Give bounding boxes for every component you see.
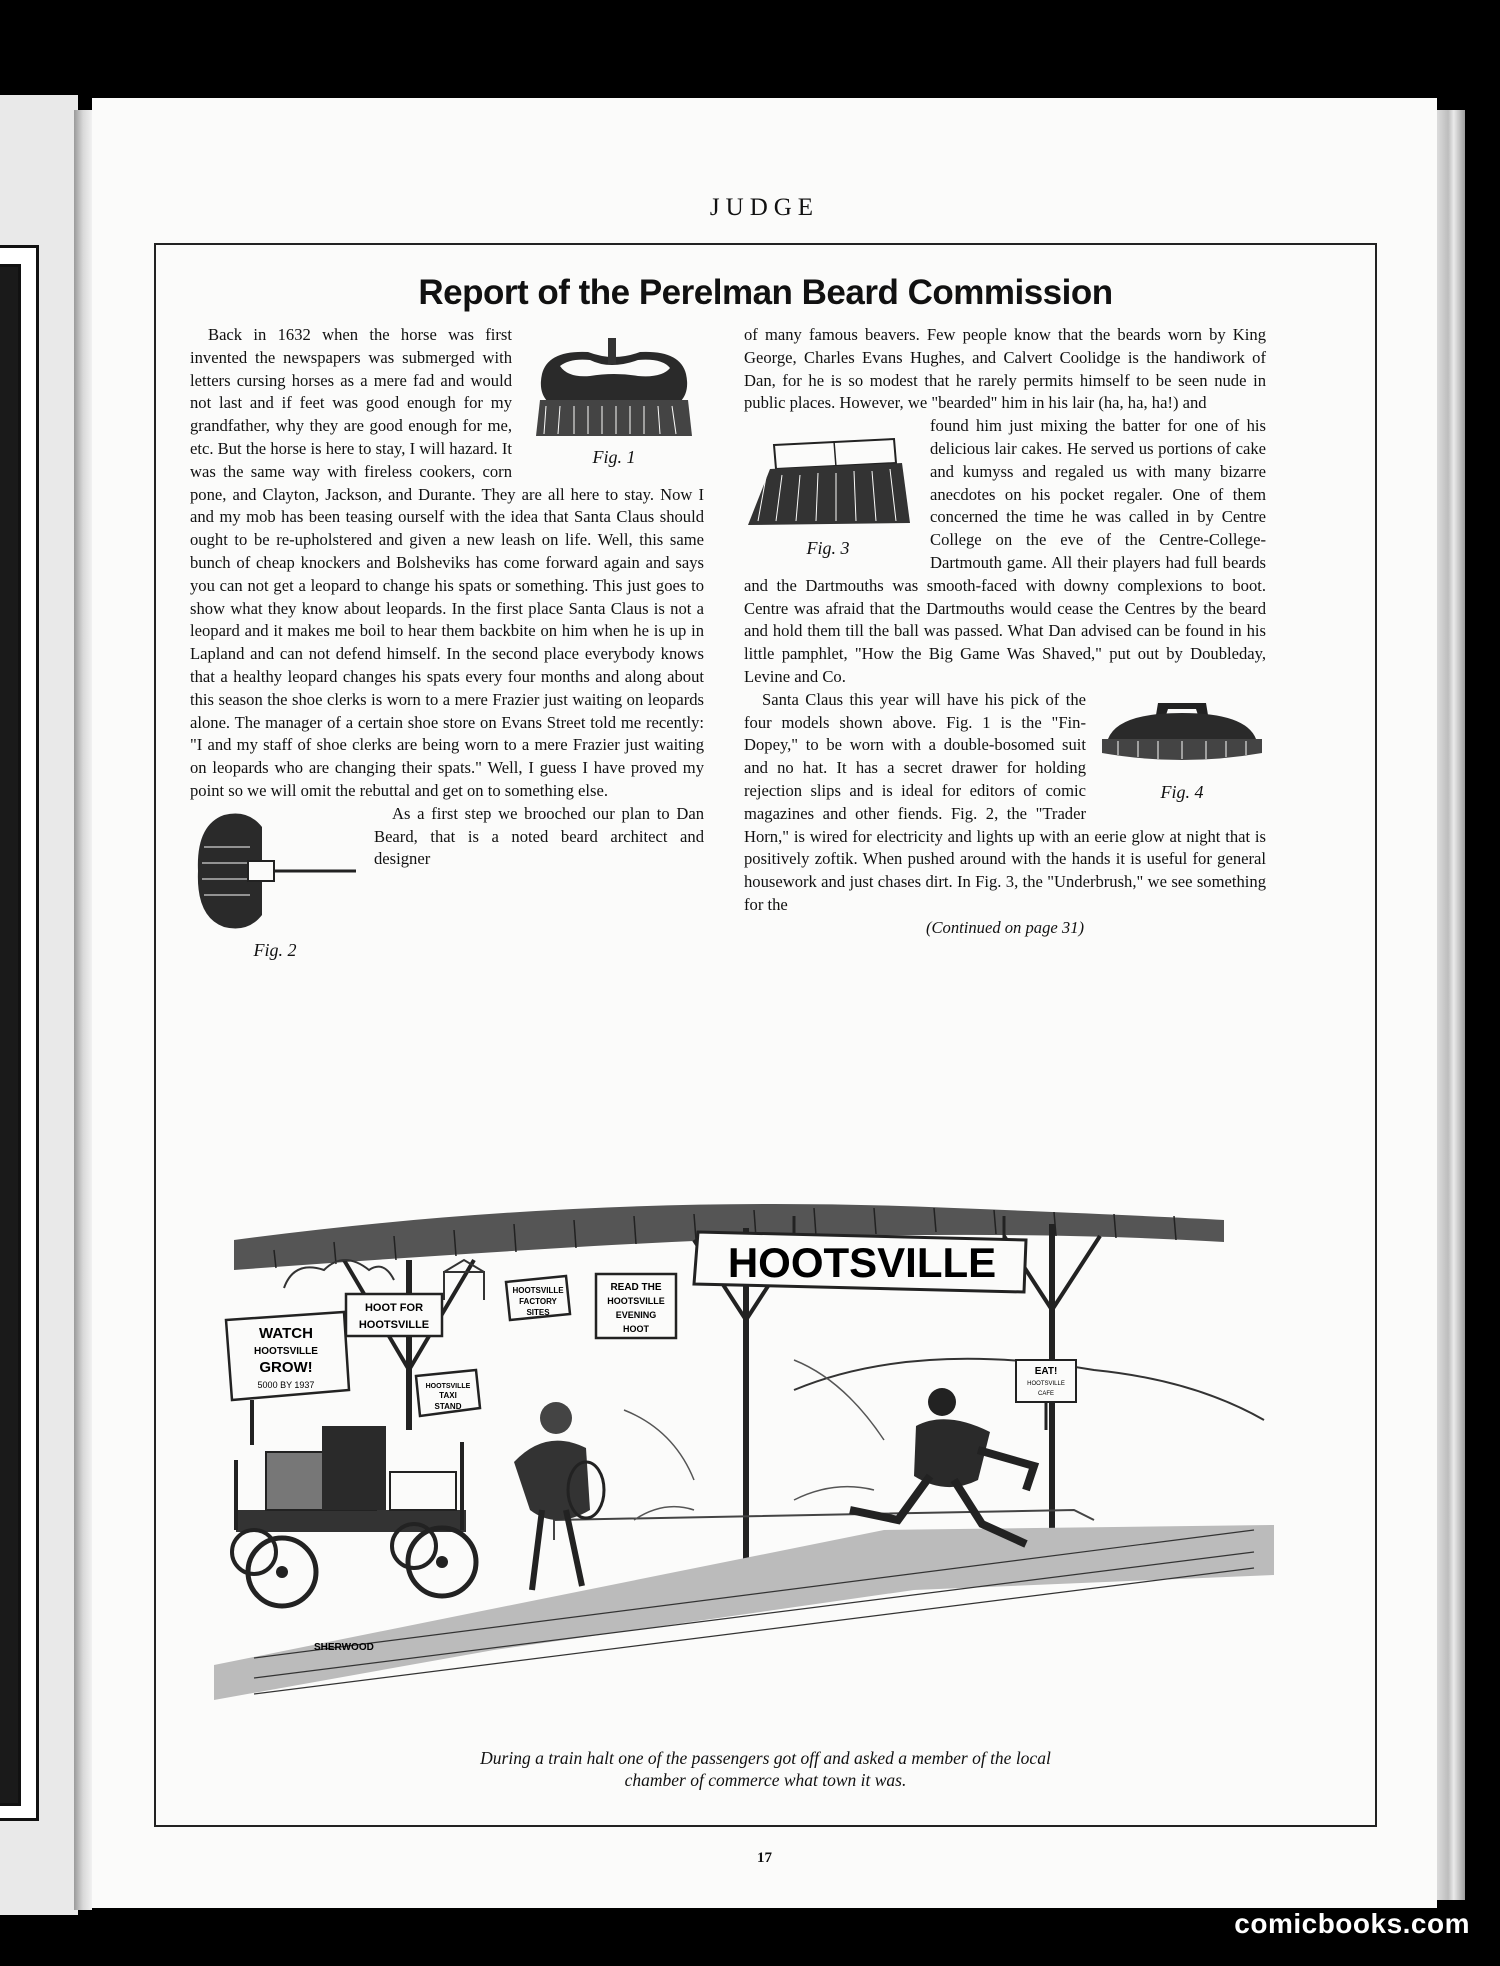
figure-1: [530, 332, 698, 472]
figure-3: [744, 427, 912, 567]
figure-2: [190, 807, 360, 965]
sign-factory-line1: HOOTSVILLE: [512, 1286, 564, 1295]
sign-hoot-line1: HOOT FOR: [364, 1302, 424, 1314]
sign-read-line4: HOOT: [623, 1324, 649, 1334]
sign-stand-line2: TAXI: [439, 1391, 457, 1400]
cartoon-caption-line2: chamber of commerce what town it was.: [624, 1770, 907, 1790]
running-passenger: [624, 1360, 1034, 1544]
sign-factory-sites: [506, 1276, 570, 1320]
article-paragraph-2: As a first step we brooched our plan to Dan Beard, that is a noted beard architect and designer: [374, 803, 704, 869]
sign-read-line1: READ THE: [610, 1282, 662, 1293]
facing-page: [0, 95, 78, 1915]
page-number: 17: [757, 1850, 772, 1866]
article-paragraph-1: Back in 1632 when the horse was first invented the newspapers was submerged with letters cursing horses as a mere fad and would not last and if feet was good enough for my grandfather, why they are good enough for me, etc. But the horse is here to stay, I will hazard. It was the same way with fireless cookers, corn pone, and Clayton, Jackson, and Durante. They are all here to stay. Now I and my mob has been teasing ourself with the idea that Santa Claus should ought to be re-upholstered and given a new leash on life. Well, this same bunch of cheap knockers and Bolsheviks has come forward again and says you can not get a leopard to change his spats or something. This just goes to show what they know about leopards. In the first place Santa Claus is not a leopard and it makes me boil to hear them backbite on him when he is up in Lapland and can not defend himself. In the second place everybody knows that a healthy leopard changes his spats every four months and along about this season the shoe clerks is worn to a mere Frazier just waiting on leopards alone. The manager of a certain shoe store on Evans Street told me recently: "I and my staff of shoe clerks are being worn to a mere Frazier just waiting on leopards who are changing their spats." Well, I guess I have proved my point so we will omit the rebuttal and get on to something else.: [190, 325, 704, 800]
article-frame: [154, 243, 1377, 1827]
local-booster-figure: [514, 1402, 604, 1590]
sign-factory-line2: FACTORY: [519, 1297, 557, 1306]
sign-hoot-for-hootsville: [346, 1294, 442, 1336]
figure-2-caption: Fig. 2: [253, 939, 297, 960]
page-gutter: [74, 110, 92, 1910]
sign-stand-line3: STAND: [434, 1402, 462, 1411]
sign-eat-line3: CAFE: [1037, 1391, 1055, 1397]
figure-4-caption: Fig. 4: [1160, 781, 1204, 802]
facing-page-border: [0, 245, 39, 1821]
sign-eat-line1: EAT!: [1034, 1366, 1058, 1377]
article-paragraph-5: Santa Claus this year will have his pick of the four models shown above. Fig. 1 is the "Fin-Dopey," to be worn with a double-bosomed suit and no hat. It has a secret drawer for holding rejection slips and is ideal for editors of comic magazines and other fiends. Fig. 2, the "Trader Horn," is wired for electricity and lights up with an eerie glow at night that is positively zoftik. When pushed around with the hands it is useful for general housework and just chases dirt. In Fig. 3, the "Underbrush," we see something for the: [744, 689, 1266, 914]
sign-eat-cafe: [1016, 1360, 1076, 1430]
cartoon-caption-line1: During a train halt one of the passengers got off and asked a member of the local: [480, 1748, 1051, 1768]
sign-read-evening-hoot: [596, 1274, 676, 1338]
brush-fig3-illustration: [744, 427, 912, 533]
article-column-right: [744, 324, 1266, 940]
hootsville-cartoon: [194, 1180, 1339, 1740]
artist-signature: SHERWOOD: [314, 1642, 374, 1653]
sign-stand-line1: HOOTSVILLE: [425, 1383, 471, 1390]
sign-read-line3: EVENING: [615, 1310, 657, 1320]
sign-taxi-stand: [416, 1370, 480, 1416]
brush-fig4-illustration: [1098, 697, 1266, 777]
article-title: Report of the Perelman Beard Commission: [418, 273, 1113, 312]
sign-watch-line2: HOOTSVILLE: [254, 1346, 318, 1357]
article-paragraph-4: found him just mixing the batter for one of his delicious lair cakes. He served us portions of cake and kumyss and regaled us with many bizarre anecdotes on his pocket regaler. One of them concerned the time he was called in by Centre College on the eve of the Centre-College-Dartmouth game. All their players had full beards and the Dartmouths was smooth-faced with downy complexions to boot. Centre was afraid that the Dartmouths would cease the Centres by the beard and hold them till the ball was passed. What Dan advised can be found in his little pamphlet, "How the Big Game Was Shaved," put out by Doubleday, Levine and Co.: [744, 416, 1266, 686]
magazine-page: [92, 98, 1437, 1908]
sign-watch-line1: WATCH: [259, 1325, 313, 1342]
watermark: comicbooks.com: [1234, 1908, 1470, 1939]
station-sign-text: HOOTSVILLE: [727, 1239, 997, 1286]
page-edge-binding: [1437, 110, 1465, 1900]
sign-eat-line2: HOOTSVILLE: [1027, 1381, 1065, 1387]
sign-watch-line3: GROW!: [259, 1359, 313, 1376]
figure-1-caption: Fig. 1: [592, 447, 636, 467]
sign-hoot-line2: HOOTSVILLE: [358, 1319, 430, 1331]
article-column-left: [190, 324, 704, 965]
brush-fig2-illustration: [190, 807, 360, 935]
figure-3-caption: Fig. 3: [806, 538, 850, 559]
sign-factory-line3: SITES: [526, 1308, 550, 1317]
magazine-title: JUDGE: [709, 194, 820, 221]
cartoon-caption: [156, 1747, 1375, 1791]
sign-read-line2: HOOTSVILLE: [607, 1296, 665, 1306]
article-paragraph-3: of many famous beavers. Few people know that the beards worn by King George, Charles Evans Hughes, and Calvert Coolidge is the handiwork of Dan, for he is so modest that he rarely permits himself to be seen nude in public places. However, we "bearded" him in his lair (ha, ha, ha!) and: [744, 325, 1266, 413]
sign-watch-hootsville: [226, 1312, 349, 1445]
figure-4: [1098, 697, 1266, 805]
baggage-cart: [232, 1426, 476, 1606]
sign-watch-line4: 5000 BY 1937: [257, 1380, 315, 1390]
continued-note: (Continued on page 31): [925, 917, 1085, 937]
brush-fig1-illustration: [530, 332, 698, 442]
